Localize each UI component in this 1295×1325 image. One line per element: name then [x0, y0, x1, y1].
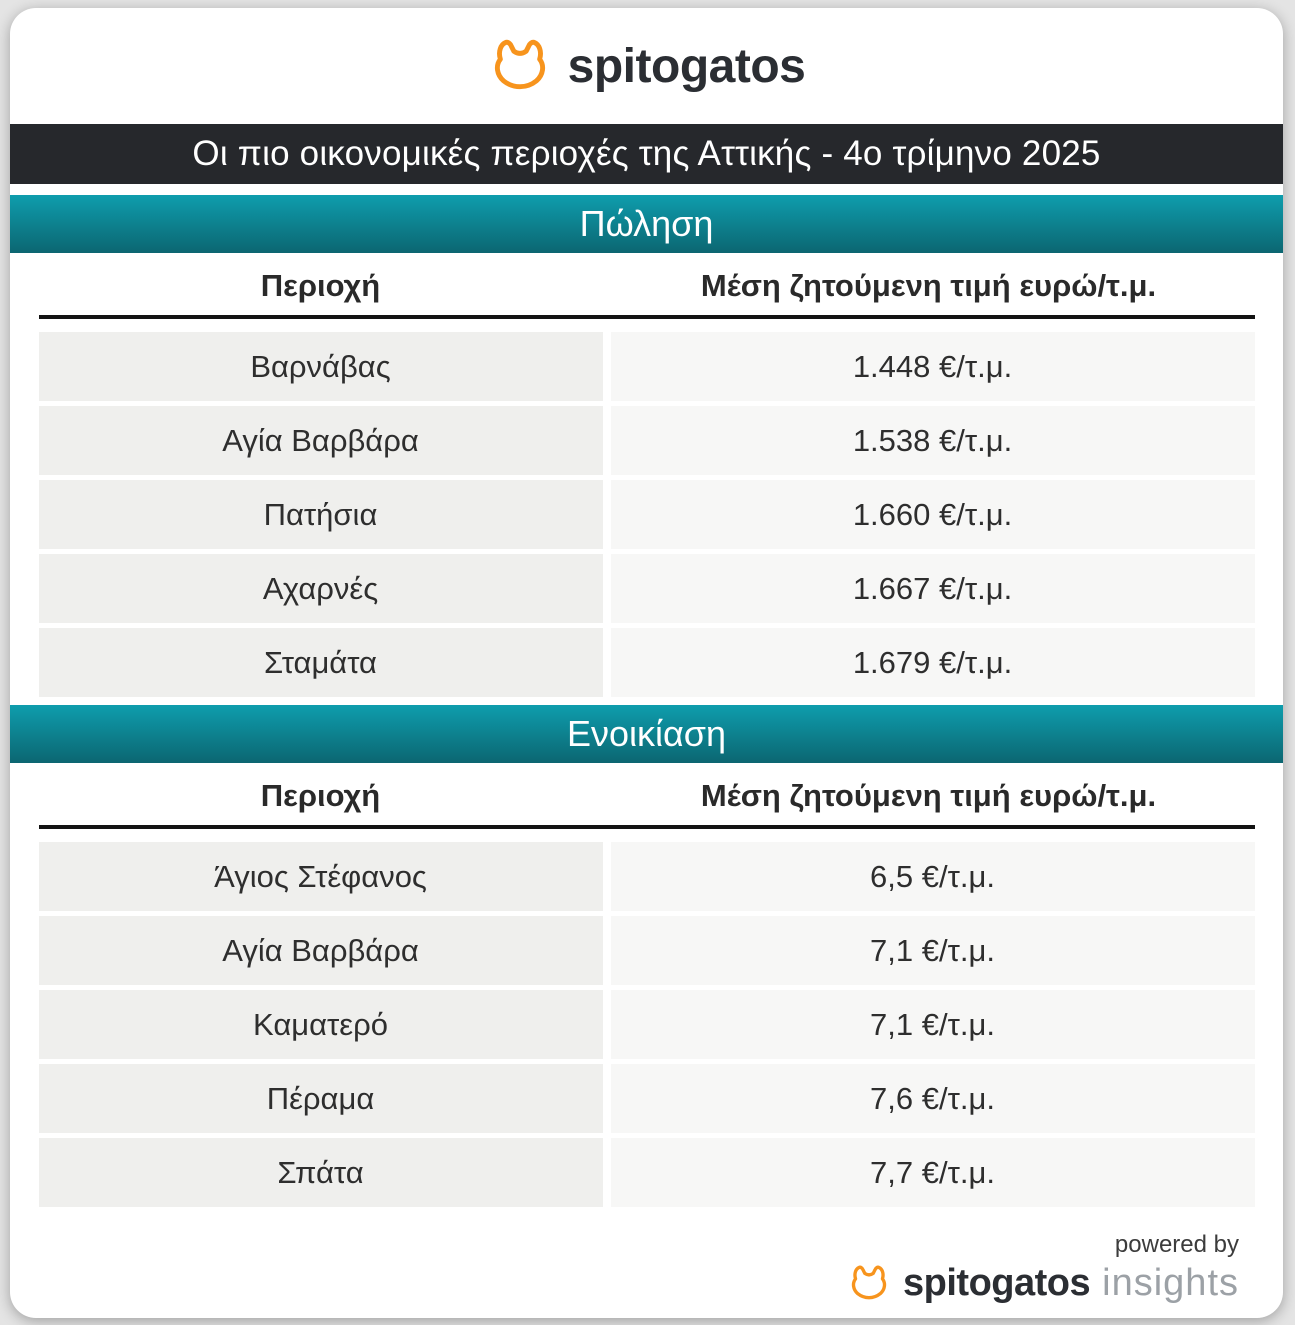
column-header-area: Περιοχή — [260, 268, 381, 303]
column-header-price: Μέση ζητούμενη τιμή ευρώ/τ.μ. — [700, 778, 1157, 813]
area-cell: Αγία Βαρβάρα — [39, 406, 603, 475]
footer — [10, 1231, 1283, 1305]
footer-brand-name: spitogatos — [903, 1262, 1091, 1304]
table-row — [39, 842, 1255, 911]
price-cell: 1.538 €/τ.μ. — [611, 406, 1255, 475]
area-cell: Αχαρνές — [39, 554, 603, 623]
price-cell: 1.660 €/τ.μ. — [611, 480, 1255, 549]
title-bar — [10, 124, 1283, 184]
table-row — [39, 916, 1255, 985]
area-cell: Αγία Βαρβάρα — [39, 916, 603, 985]
table-row — [39, 628, 1255, 697]
spitogatos-cat-icon — [488, 39, 552, 93]
rental-table-body — [39, 829, 1255, 1207]
powered-by-label: powered by — [1114, 1231, 1239, 1258]
rental-table — [39, 763, 1255, 1207]
sale-table-header-row — [39, 253, 1255, 319]
area-cell: Πέραμα — [39, 1064, 603, 1133]
area-cell: Σταμάτα — [39, 628, 603, 697]
spitogatos-cat-icon — [847, 1265, 891, 1302]
section-header-rental — [10, 705, 1283, 763]
price-cell: 7,1 €/τ.μ. — [611, 990, 1255, 1059]
area-cell: Πατήσια — [39, 480, 603, 549]
price-cell: 1.448 €/τ.μ. — [611, 332, 1255, 401]
table-row — [39, 480, 1255, 549]
page-title: Οι πιο οικονομικές περιοχές της Αττικής - 4ο τρίμηνο 2025 — [192, 134, 1101, 173]
table-row — [39, 406, 1255, 475]
table-row — [39, 554, 1255, 623]
column-header-area: Περιοχή — [260, 778, 381, 813]
section-label-sale: Πώληση — [579, 203, 714, 244]
column-header-price: Μέση ζητούμενη τιμή ευρώ/τ.μ. — [700, 268, 1157, 303]
sale-table-body — [39, 319, 1255, 697]
price-cell: 7,7 €/τ.μ. — [611, 1138, 1255, 1207]
price-cell: 7,1 €/τ.μ. — [611, 916, 1255, 985]
section-label-rental: Ενοικίαση — [566, 713, 727, 754]
price-cell: 1.679 €/τ.μ. — [611, 628, 1255, 697]
price-cell: 1.667 €/τ.μ. — [611, 554, 1255, 623]
area-cell: Σπάτα — [39, 1138, 603, 1207]
rental-table-header-row — [39, 763, 1255, 829]
price-cell: 6,5 €/τ.μ. — [611, 842, 1255, 911]
infographic-card — [10, 8, 1283, 1318]
table-row — [39, 1138, 1255, 1207]
footer-brand-suffix: insights — [1102, 1262, 1239, 1304]
table-row — [39, 1064, 1255, 1133]
footer-logo — [847, 1262, 1239, 1305]
area-cell: Βαρνάβας — [39, 332, 603, 401]
price-cell: 7,6 €/τ.μ. — [611, 1064, 1255, 1133]
header-logo — [10, 8, 1283, 124]
area-cell: Καματερό — [39, 990, 603, 1059]
table-row — [39, 332, 1255, 401]
area-cell: Άγιος Στέφανος — [39, 842, 603, 911]
table-row — [39, 990, 1255, 1059]
section-header-sale — [10, 195, 1283, 253]
brand-name: spitogatos — [567, 39, 806, 93]
sale-table — [39, 253, 1255, 697]
